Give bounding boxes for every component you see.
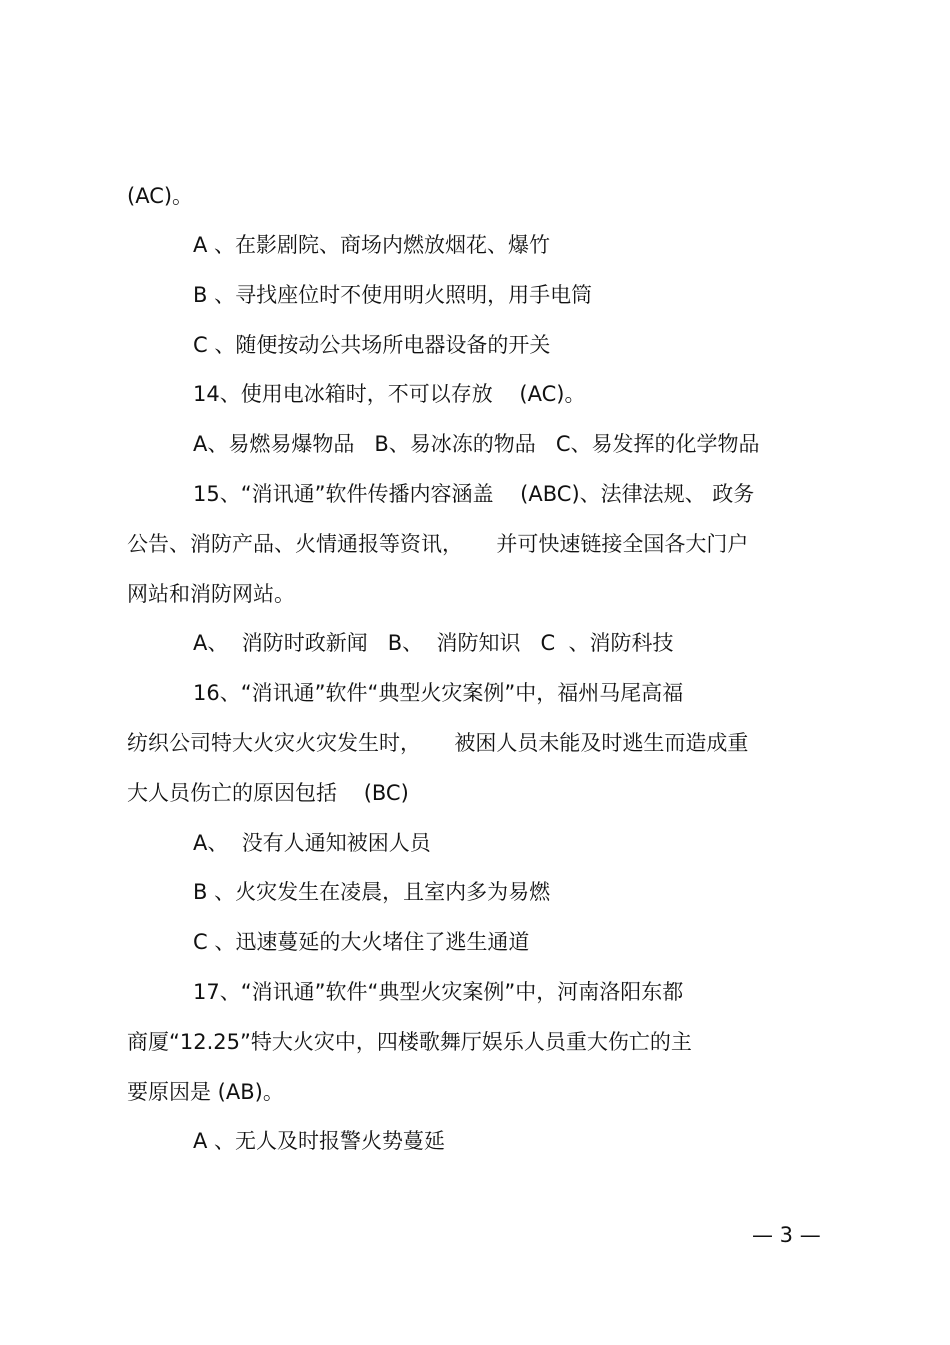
text-line-q16-cont-2: 大人员伤亡的原因包括 (BC) xyxy=(127,781,409,805)
text-line-q15-cont-2: 网站和消防网站。 xyxy=(127,582,295,606)
text-line-question-16: 16、“消讯通”软件“典型火灾案例”中，福州马尾高福 xyxy=(193,681,684,705)
text-line-q17-cont-1: 商厦“12.25”特大火灾中，四楼歌舞厅娱乐人员重大伤亡的主 xyxy=(127,1030,692,1054)
page-number: — 3 — xyxy=(752,1223,821,1247)
text-line-answer-ac: (AC)。 xyxy=(127,184,194,208)
text-line-q14-options: A、易燃易爆物品 B、易冰冻的物品 C、易发挥的化学物品 xyxy=(193,432,760,456)
text-line-option-c: C 、随便按动公共场所电器设备的开关 xyxy=(193,333,551,357)
text-line-question-14: 14、使用电冰箱时，不可以存放 (AC)。 xyxy=(193,382,586,406)
text-line-q16-option-b: B 、火灾发生在凌晨，且室内多为易燃 xyxy=(193,880,551,904)
text-line-option-a: A 、在影剧院、商场内燃放烟花、爆竹 xyxy=(193,233,551,257)
text-line-q16-option-a: A、 没有人通知被困人员 xyxy=(193,831,431,855)
text-line-option-b: B 、寻找座位时不使用明火照明，用手电筒 xyxy=(193,283,593,307)
text-line-q16-cont-1: 纺织公司特大火灾火灾发生时， 被困人员未能及时逃生而造成重 xyxy=(127,731,749,755)
text-line-q16-option-c: C 、迅速蔓延的大火堵住了逃生通道 xyxy=(193,930,530,954)
text-line-q17-cont-2: 要原因是 (AB)。 xyxy=(127,1080,284,1104)
text-line-q17-option-a: A 、无人及时报警火势蔓延 xyxy=(193,1129,446,1153)
text-line-question-15: 15、“消讯通”软件传播内容涵盖 (ABC)、法律法规、 政务 xyxy=(193,482,755,506)
text-line-question-17: 17、“消讯通”软件“典型火灾案例”中，河南洛阳东都 xyxy=(193,980,684,1004)
text-line-q15-options: A、 消防时政新闻 B、 消防知识 C 、消防科技 xyxy=(193,631,674,655)
text-line-q15-cont-1: 公告、消防产品、火情通报等资讯， 并可快速链接全国各大门户 xyxy=(127,532,749,556)
